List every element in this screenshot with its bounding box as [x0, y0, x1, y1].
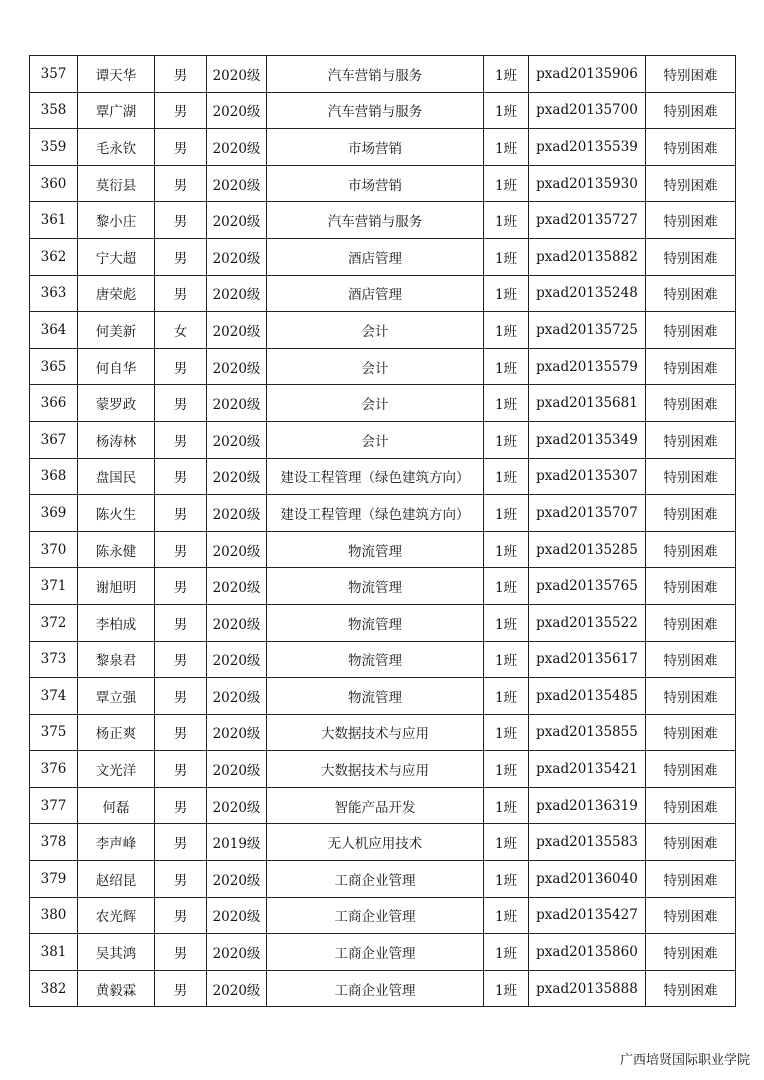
- grade-cell: 2020级: [207, 495, 267, 532]
- gender-cell: 男: [155, 165, 207, 202]
- row-number-cell: 361: [30, 202, 78, 239]
- grade-cell: 2020级: [207, 56, 267, 93]
- row-number-cell: 362: [30, 238, 78, 275]
- row-number-cell: 370: [30, 531, 78, 568]
- gender-cell: 男: [155, 568, 207, 605]
- row-number-cell: 371: [30, 568, 78, 605]
- major-cell: 酒店管理: [267, 275, 484, 312]
- grade-cell: 2020级: [207, 714, 267, 751]
- grade-cell: 2020级: [207, 312, 267, 349]
- major-cell: 物流管理: [267, 678, 484, 715]
- row-number-cell: 378: [30, 824, 78, 861]
- grade-cell: 2020级: [207, 897, 267, 934]
- gender-cell: 男: [155, 421, 207, 458]
- name-cell: 蒙罗政: [78, 385, 155, 422]
- difficulty-level-cell: 特别困难: [646, 348, 736, 385]
- class-cell: 1班: [484, 238, 529, 275]
- difficulty-level-cell: 特别困难: [646, 275, 736, 312]
- name-cell: 谭天华: [78, 56, 155, 93]
- major-cell: 汽车营销与服务: [267, 92, 484, 129]
- name-cell: 覃广湖: [78, 92, 155, 129]
- major-cell: 建设工程管理（绿色建筑方向）: [267, 495, 484, 532]
- gender-cell: 男: [155, 678, 207, 715]
- grade-cell: 2020级: [207, 385, 267, 422]
- grade-cell: 2020级: [207, 531, 267, 568]
- gender-cell: 男: [155, 751, 207, 788]
- gender-cell: 女: [155, 312, 207, 349]
- row-number-cell: 364: [30, 312, 78, 349]
- gender-cell: 男: [155, 92, 207, 129]
- major-cell: 酒店管理: [267, 238, 484, 275]
- class-cell: 1班: [484, 312, 529, 349]
- row-number-cell: 374: [30, 678, 78, 715]
- gender-cell: 男: [155, 824, 207, 861]
- student-id-cell: pxad20135421: [529, 751, 646, 788]
- student-id-cell: pxad20135583: [529, 824, 646, 861]
- student-id-cell: pxad20135888: [529, 970, 646, 1007]
- name-cell: 杨正爽: [78, 714, 155, 751]
- grade-cell: 2020级: [207, 421, 267, 458]
- name-cell: 黄毅霖: [78, 970, 155, 1007]
- major-cell: 物流管理: [267, 604, 484, 641]
- grade-cell: 2020级: [207, 604, 267, 641]
- table-row: [30, 92, 736, 129]
- major-cell: 物流管理: [267, 531, 484, 568]
- student-id-cell: pxad20135617: [529, 641, 646, 678]
- name-cell: 莫衍县: [78, 165, 155, 202]
- class-cell: 1班: [484, 348, 529, 385]
- gender-cell: 男: [155, 934, 207, 971]
- difficulty-level-cell: 特别困难: [646, 861, 736, 898]
- major-cell: 市场营销: [267, 129, 484, 166]
- row-number-cell: 368: [30, 458, 78, 495]
- student-id-cell: pxad20135906: [529, 56, 646, 93]
- class-cell: 1班: [484, 861, 529, 898]
- name-cell: 杨涛林: [78, 421, 155, 458]
- class-cell: 1班: [484, 458, 529, 495]
- student-id-cell: pxad20135707: [529, 495, 646, 532]
- table-row: [30, 129, 736, 166]
- row-number-cell: 372: [30, 604, 78, 641]
- row-number-cell: 379: [30, 861, 78, 898]
- class-cell: 1班: [484, 495, 529, 532]
- grade-cell: 2020级: [207, 751, 267, 788]
- name-cell: 陈永健: [78, 531, 155, 568]
- row-number-cell: 382: [30, 970, 78, 1007]
- gender-cell: 男: [155, 458, 207, 495]
- table-row: [30, 202, 736, 239]
- difficulty-level-cell: 特别困难: [646, 129, 736, 166]
- class-cell: 1班: [484, 129, 529, 166]
- name-cell: 陈火生: [78, 495, 155, 532]
- major-cell: 大数据技术与应用: [267, 714, 484, 751]
- table-row: [30, 568, 736, 605]
- class-cell: 1班: [484, 275, 529, 312]
- row-number-cell: 376: [30, 751, 78, 788]
- difficulty-level-cell: 特别困难: [646, 897, 736, 934]
- major-cell: 市场营销: [267, 165, 484, 202]
- table-row: [30, 934, 736, 971]
- gender-cell: 男: [155, 348, 207, 385]
- student-id-cell: pxad20135248: [529, 275, 646, 312]
- difficulty-level-cell: 特别困难: [646, 92, 736, 129]
- difficulty-level-cell: 特别困难: [646, 385, 736, 422]
- class-cell: 1班: [484, 970, 529, 1007]
- student-id-cell: pxad20135765: [529, 568, 646, 605]
- row-number-cell: 367: [30, 421, 78, 458]
- class-cell: 1班: [484, 92, 529, 129]
- table-row: [30, 56, 736, 93]
- major-cell: 会计: [267, 348, 484, 385]
- difficulty-level-cell: 特别困难: [646, 421, 736, 458]
- difficulty-level-cell: 特别困难: [646, 531, 736, 568]
- difficulty-level-cell: 特别困难: [646, 312, 736, 349]
- name-cell: 吴其鸿: [78, 934, 155, 971]
- grade-cell: 2020级: [207, 641, 267, 678]
- grade-cell: 2020级: [207, 568, 267, 605]
- table-row: [30, 421, 736, 458]
- student-id-cell: pxad20135681: [529, 385, 646, 422]
- name-cell: 唐荣彪: [78, 275, 155, 312]
- student-id-cell: pxad20135727: [529, 202, 646, 239]
- student-id-cell: pxad20135285: [529, 531, 646, 568]
- table-row: [30, 458, 736, 495]
- grade-cell: 2020级: [207, 165, 267, 202]
- major-cell: 汽车营销与服务: [267, 56, 484, 93]
- major-cell: 物流管理: [267, 568, 484, 605]
- table-row: [30, 824, 736, 861]
- class-cell: 1班: [484, 568, 529, 605]
- class-cell: 1班: [484, 934, 529, 971]
- table-row: [30, 348, 736, 385]
- grade-cell: 2019级: [207, 824, 267, 861]
- major-cell: 工商企业管理: [267, 861, 484, 898]
- gender-cell: 男: [155, 970, 207, 1007]
- row-number-cell: 380: [30, 897, 78, 934]
- student-id-cell: pxad20135700: [529, 92, 646, 129]
- class-cell: 1班: [484, 751, 529, 788]
- student-id-cell: pxad20135579: [529, 348, 646, 385]
- row-number-cell: 365: [30, 348, 78, 385]
- difficulty-level-cell: 特别困难: [646, 604, 736, 641]
- class-cell: 1班: [484, 824, 529, 861]
- class-cell: 1班: [484, 56, 529, 93]
- student-id-cell: pxad20135855: [529, 714, 646, 751]
- student-id-cell: pxad20136040: [529, 861, 646, 898]
- difficulty-level-cell: 特别困难: [646, 202, 736, 239]
- gender-cell: 男: [155, 385, 207, 422]
- table-row: [30, 751, 736, 788]
- grade-cell: 2020级: [207, 458, 267, 495]
- gender-cell: 男: [155, 897, 207, 934]
- name-cell: 李声峰: [78, 824, 155, 861]
- name-cell: 何美新: [78, 312, 155, 349]
- difficulty-level-cell: 特别困难: [646, 641, 736, 678]
- row-number-cell: 369: [30, 495, 78, 532]
- grade-cell: 2020级: [207, 787, 267, 824]
- student-id-cell: pxad20135485: [529, 678, 646, 715]
- name-cell: 覃立强: [78, 678, 155, 715]
- table-row: [30, 678, 736, 715]
- table-row: [30, 312, 736, 349]
- table-row: [30, 604, 736, 641]
- class-cell: 1班: [484, 897, 529, 934]
- major-cell: 会计: [267, 385, 484, 422]
- difficulty-level-cell: 特别困难: [646, 824, 736, 861]
- name-cell: 盘国民: [78, 458, 155, 495]
- class-cell: 1班: [484, 641, 529, 678]
- difficulty-level-cell: 特别困难: [646, 934, 736, 971]
- difficulty-level-cell: 特别困难: [646, 568, 736, 605]
- table-row: [30, 385, 736, 422]
- difficulty-level-cell: 特别困难: [646, 238, 736, 275]
- table-row: [30, 238, 736, 275]
- major-cell: 建设工程管理（绿色建筑方向）: [267, 458, 484, 495]
- name-cell: 文光洋: [78, 751, 155, 788]
- name-cell: 农光辉: [78, 897, 155, 934]
- gender-cell: 男: [155, 861, 207, 898]
- difficulty-level-cell: 特别困难: [646, 751, 736, 788]
- gender-cell: 男: [155, 202, 207, 239]
- roster-body: [30, 56, 736, 1007]
- gender-cell: 男: [155, 56, 207, 93]
- student-id-cell: pxad20135930: [529, 165, 646, 202]
- grade-cell: 2020级: [207, 934, 267, 971]
- major-cell: 工商企业管理: [267, 897, 484, 934]
- grade-cell: 2020级: [207, 202, 267, 239]
- major-cell: 智能产品开发: [267, 787, 484, 824]
- gender-cell: 男: [155, 129, 207, 166]
- major-cell: 会计: [267, 421, 484, 458]
- gender-cell: 男: [155, 531, 207, 568]
- name-cell: 谢旭明: [78, 568, 155, 605]
- student-id-cell: pxad20135307: [529, 458, 646, 495]
- class-cell: 1班: [484, 604, 529, 641]
- grade-cell: 2020级: [207, 275, 267, 312]
- table-row: [30, 897, 736, 934]
- major-cell: 物流管理: [267, 641, 484, 678]
- row-number-cell: 366: [30, 385, 78, 422]
- grade-cell: 2020级: [207, 970, 267, 1007]
- name-cell: 毛永钦: [78, 129, 155, 166]
- class-cell: 1班: [484, 385, 529, 422]
- name-cell: 赵绍昆: [78, 861, 155, 898]
- student-id-cell: pxad20135522: [529, 604, 646, 641]
- row-number-cell: 357: [30, 56, 78, 93]
- major-cell: 工商企业管理: [267, 970, 484, 1007]
- major-cell: 工商企业管理: [267, 934, 484, 971]
- gender-cell: 男: [155, 714, 207, 751]
- gender-cell: 男: [155, 787, 207, 824]
- student-id-cell: pxad20136319: [529, 787, 646, 824]
- grade-cell: 2020级: [207, 678, 267, 715]
- gender-cell: 男: [155, 495, 207, 532]
- student-id-cell: pxad20135539: [529, 129, 646, 166]
- difficulty-level-cell: 特别困难: [646, 970, 736, 1007]
- table-row: [30, 275, 736, 312]
- student-id-cell: pxad20135882: [529, 238, 646, 275]
- grade-cell: 2020级: [207, 861, 267, 898]
- class-cell: 1班: [484, 202, 529, 239]
- difficulty-level-cell: 特别困难: [646, 678, 736, 715]
- student-roster-table: [29, 55, 736, 1007]
- gender-cell: 男: [155, 238, 207, 275]
- table-row: [30, 531, 736, 568]
- class-cell: 1班: [484, 714, 529, 751]
- grade-cell: 2020级: [207, 92, 267, 129]
- row-number-cell: 373: [30, 641, 78, 678]
- difficulty-level-cell: 特别困难: [646, 714, 736, 751]
- row-number-cell: 360: [30, 165, 78, 202]
- row-number-cell: 381: [30, 934, 78, 971]
- gender-cell: 男: [155, 604, 207, 641]
- student-id-cell: pxad20135427: [529, 897, 646, 934]
- row-number-cell: 358: [30, 92, 78, 129]
- student-id-cell: pxad20135349: [529, 421, 646, 458]
- row-number-cell: 359: [30, 129, 78, 166]
- name-cell: 黎小庄: [78, 202, 155, 239]
- major-cell: 会计: [267, 312, 484, 349]
- table-row: [30, 861, 736, 898]
- table-row: [30, 970, 736, 1007]
- difficulty-level-cell: 特别困难: [646, 787, 736, 824]
- major-cell: 大数据技术与应用: [267, 751, 484, 788]
- table-row: [30, 787, 736, 824]
- major-cell: 汽车营销与服务: [267, 202, 484, 239]
- class-cell: 1班: [484, 165, 529, 202]
- name-cell: 何自华: [78, 348, 155, 385]
- difficulty-level-cell: 特别困难: [646, 165, 736, 202]
- row-number-cell: 377: [30, 787, 78, 824]
- class-cell: 1班: [484, 421, 529, 458]
- table-row: [30, 495, 736, 532]
- difficulty-level-cell: 特别困难: [646, 56, 736, 93]
- student-id-cell: pxad20135860: [529, 934, 646, 971]
- class-cell: 1班: [484, 787, 529, 824]
- student-id-cell: pxad20135725: [529, 312, 646, 349]
- table-row: [30, 714, 736, 751]
- row-number-cell: 363: [30, 275, 78, 312]
- name-cell: 宁大超: [78, 238, 155, 275]
- gender-cell: 男: [155, 641, 207, 678]
- table-row: [30, 641, 736, 678]
- difficulty-level-cell: 特别困难: [646, 495, 736, 532]
- major-cell: 无人机应用技术: [267, 824, 484, 861]
- class-cell: 1班: [484, 678, 529, 715]
- gender-cell: 男: [155, 275, 207, 312]
- difficulty-level-cell: 特别困难: [646, 458, 736, 495]
- name-cell: 李柏成: [78, 604, 155, 641]
- grade-cell: 2020级: [207, 238, 267, 275]
- grade-cell: 2020级: [207, 129, 267, 166]
- name-cell: 黎泉君: [78, 641, 155, 678]
- name-cell: 何磊: [78, 787, 155, 824]
- row-number-cell: 375: [30, 714, 78, 751]
- class-cell: 1班: [484, 531, 529, 568]
- institution-footer: 广西培贤国际职业学院: [619, 1053, 750, 1068]
- table-row: [30, 165, 736, 202]
- grade-cell: 2020级: [207, 348, 267, 385]
